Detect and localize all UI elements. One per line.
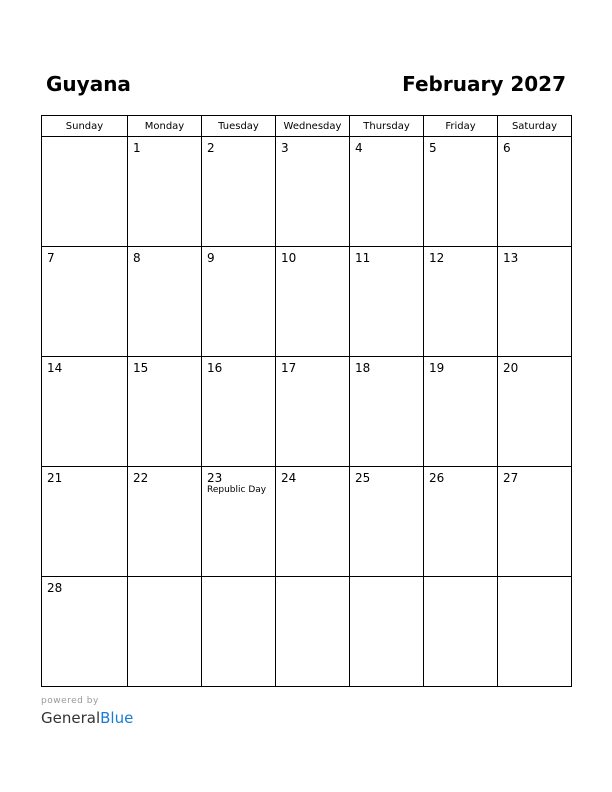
day-cell <box>42 577 128 687</box>
day-cell <box>202 247 276 357</box>
day-cell <box>128 247 202 357</box>
day-cell <box>350 137 424 247</box>
day-number: 11 <box>355 251 371 265</box>
day-number: 7 <box>47 251 55 265</box>
day-cell <box>42 467 128 577</box>
empty-day-cell <box>276 577 350 687</box>
weekday-monday: Monday <box>128 116 202 137</box>
weekday-sunday: Sunday <box>42 116 128 137</box>
weekday-tuesday: Tuesday <box>202 116 276 137</box>
day-number: 20 <box>503 361 519 375</box>
day-cell <box>350 357 424 467</box>
day-cell <box>276 247 350 357</box>
day-number <box>202 577 275 581</box>
empty-day-cell <box>202 577 276 687</box>
day-cell <box>42 357 128 467</box>
empty-day-cell <box>498 577 572 687</box>
day-number: 25 <box>355 471 371 485</box>
empty-day-cell <box>424 577 498 687</box>
day-cell <box>42 247 128 357</box>
day-number: 17 <box>281 361 297 375</box>
day-cell <box>424 137 498 247</box>
day-cell <box>424 357 498 467</box>
day-cell <box>276 137 350 247</box>
day-number: 15 <box>133 361 149 375</box>
day-cell <box>276 467 350 577</box>
day-number: 5 <box>429 141 437 155</box>
powered-by-label: powered by <box>41 696 99 706</box>
weekday-friday: Friday <box>424 116 498 137</box>
weekday-header-row <box>42 116 572 137</box>
day-number: 12 <box>429 251 445 265</box>
day-number: 13 <box>503 251 519 265</box>
day-number: 22 <box>133 471 149 485</box>
day-number <box>42 137 127 141</box>
day-cell <box>202 467 276 577</box>
holiday-label: Republic Day <box>207 485 267 495</box>
day-number: 23 <box>207 471 223 485</box>
day-number: 6 <box>503 141 511 155</box>
week-row <box>42 577 572 687</box>
day-number: 24 <box>281 471 297 485</box>
day-number: 9 <box>207 251 215 265</box>
empty-day-cell <box>128 577 202 687</box>
day-number <box>498 577 571 581</box>
week-row <box>42 467 572 577</box>
day-number: 27 <box>503 471 519 485</box>
calendar-grid <box>41 115 572 687</box>
day-cell <box>128 467 202 577</box>
brand-logo <box>41 708 133 728</box>
day-number: 10 <box>281 251 297 265</box>
brand-footer <box>41 696 133 728</box>
brand-general-text: General <box>41 709 101 727</box>
day-cell <box>498 467 572 577</box>
day-cell <box>498 357 572 467</box>
day-number: 19 <box>429 361 445 375</box>
day-cell <box>276 357 350 467</box>
day-number: 16 <box>207 361 223 375</box>
day-number: 18 <box>355 361 371 375</box>
day-cell <box>202 137 276 247</box>
week-row <box>42 247 572 357</box>
day-cell <box>498 247 572 357</box>
week-row <box>42 137 572 247</box>
brand-blue-text: Blue <box>100 709 134 727</box>
weekday-wednesday: Wednesday <box>276 116 350 137</box>
day-number: 4 <box>355 141 363 155</box>
week-row <box>42 357 572 467</box>
day-number <box>128 577 201 581</box>
day-number <box>350 577 423 581</box>
day-cell <box>424 247 498 357</box>
day-number: 1 <box>133 141 141 155</box>
day-cell <box>128 357 202 467</box>
empty-day-cell <box>350 577 424 687</box>
day-number: 2 <box>207 141 215 155</box>
day-cell <box>350 467 424 577</box>
month-title: February 2027 <box>402 72 566 96</box>
day-number: 8 <box>133 251 141 265</box>
day-number: 26 <box>429 471 445 485</box>
day-cell <box>424 467 498 577</box>
day-cell <box>202 357 276 467</box>
day-number: 28 <box>47 581 63 595</box>
day-number: 3 <box>281 141 289 155</box>
country-title: Guyana <box>46 72 131 96</box>
day-number: 21 <box>47 471 63 485</box>
weekday-saturday: Saturday <box>498 116 572 137</box>
day-cell <box>350 247 424 357</box>
weekday-thursday: Thursday <box>350 116 424 137</box>
day-number <box>424 577 497 581</box>
day-cell <box>128 137 202 247</box>
day-number: 14 <box>47 361 63 375</box>
empty-day-cell <box>42 137 128 247</box>
day-number <box>276 577 349 581</box>
day-cell <box>498 137 572 247</box>
